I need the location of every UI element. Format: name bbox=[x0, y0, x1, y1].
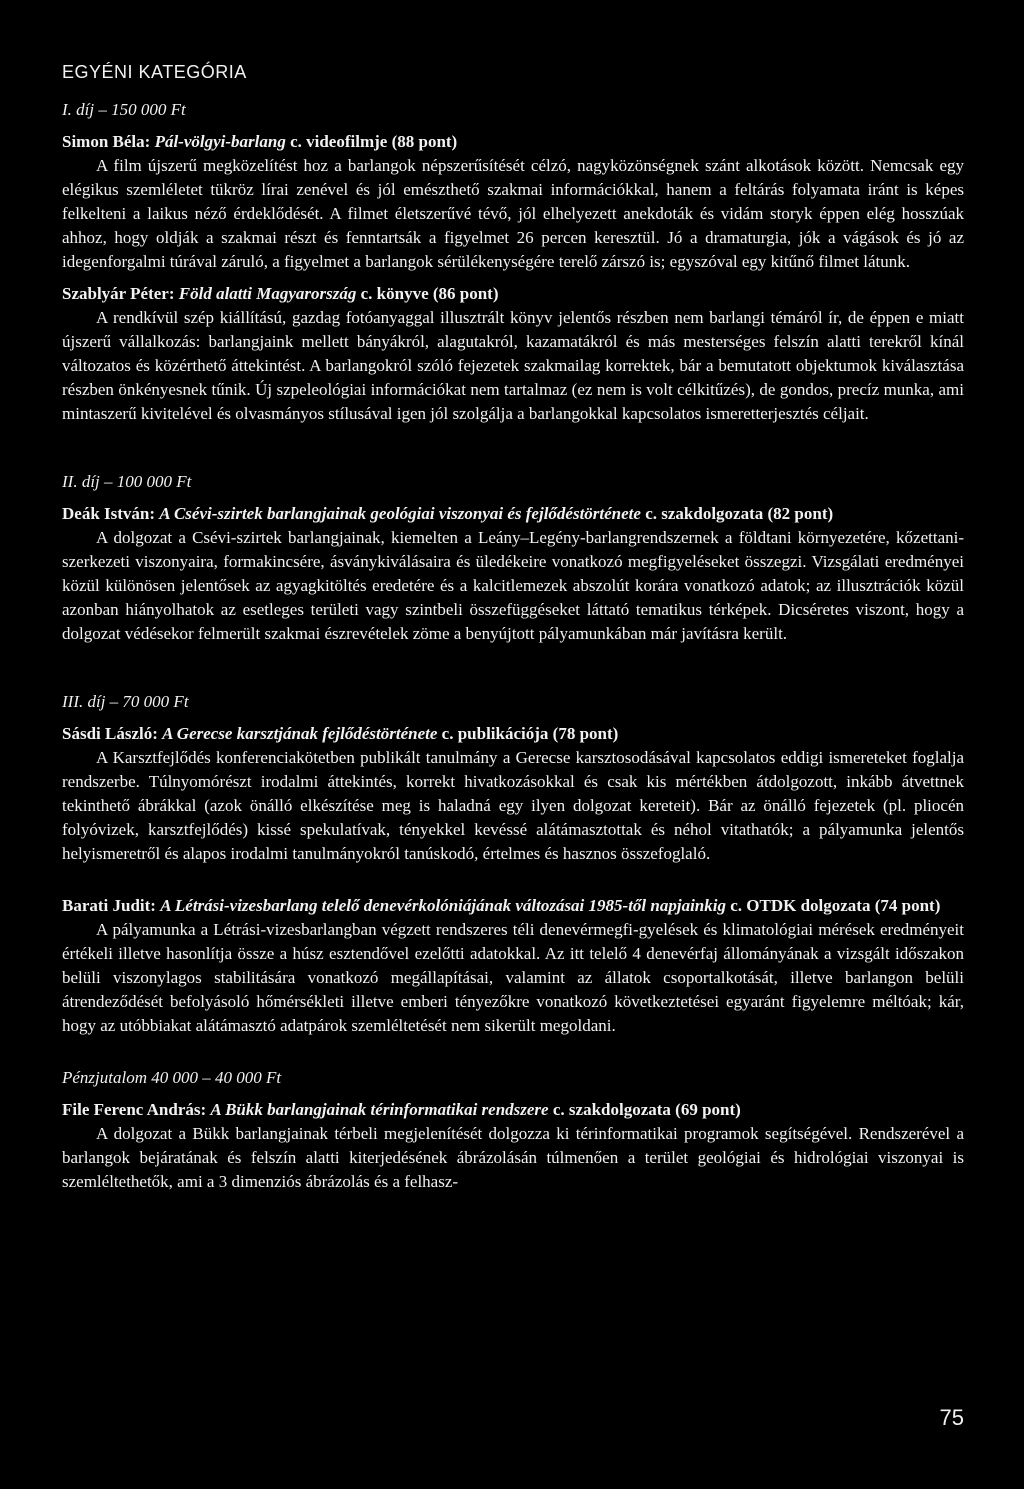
entry-author: Sásdi László: bbox=[62, 724, 163, 743]
entry-work-title: A Bükk barlangjainak térinformatikai rendszere bbox=[210, 1100, 549, 1119]
entry-work-title: A Létrási-vizesbarlang telelő denevérkolóniájának változásai 1985-től napjainkig bbox=[160, 896, 726, 915]
entry-title bbox=[62, 130, 964, 154]
entry-title bbox=[62, 502, 964, 526]
entry-suffix: c. videofilmje (88 pont) bbox=[285, 132, 458, 151]
entry-work-title: A Csévi-szirtek barlangjainak geológiai viszonyai és fejlődéstörténete bbox=[159, 504, 641, 523]
entry-work-title: Föld alatti Magyarország bbox=[178, 284, 357, 303]
prize-heading-third: III. díj – 70 000 Ft bbox=[62, 692, 189, 711]
entry-suffix: c. szakdolgozata (82 pont) bbox=[640, 504, 834, 523]
entry-description: A dolgozat a Bükk barlangjainak térbeli megjelenítését dolgozza ki térinformatikai programok segítségével. Rendszerével a barlangok bejáratának és felszín alatti kiterjedésének ábrázolásán túlmenően a terület geológiai és hidrológiai viszonyai is szemléltethetők, ami a 3 dimenziós ábrázolás és a felhasz- bbox=[62, 1124, 964, 1191]
entry-description: A pályamunka a Létrási-vizesbarlangban végzett rendszeres téli denevérmegfi-gyelések és klimatológiai mérések eredményeit értékeli illetve hasonlítja össze a húsz esztendővel ezelőtti adatokkal. Az itt telelő 4 denevérfaj állományának a vizsgált időszakon belüli viszonylagos stabilitására vonatkozó megállapításai, valamint az állatok csoportalkotását, illetve barlangon belüli átrendeződését befolyásoló hőmérsékleti illetve emberi tényezőkre vonatkozó következtetései egyaránt figyelemre méltóak; kár, hogy az utóbbiakat alátámasztó adatpárok szemléltetését nem sikerült megoldani. bbox=[62, 920, 964, 1035]
document-page bbox=[62, 60, 964, 1194]
prize-heading-second: II. díj – 100 000 Ft bbox=[62, 472, 192, 491]
entry-author: Deák István: bbox=[62, 504, 160, 523]
entry-title bbox=[62, 722, 964, 746]
entry-author: Szablyár Péter: bbox=[62, 284, 179, 303]
entry-title bbox=[62, 1098, 964, 1122]
entry-description: A rendkívül szép kiállítású, gazdag fotóanyaggal illusztrált könyv jelentős részben nem barlangi témáról ír, de éppen e miatt újszerű vállalkozás: barlangjaink mellett bányákról, alagutakról, kazamatákról és más mesterséges felszín alatti terekről kínál változatos és közérthető áttekintést. A barlangokról szóló fejezetek szakmailag korrektek, bár a bemutatott objektumok kiválasztása részben önkényesnek tűnik. Új szpeleológiai információkat nem tartalmaz (ez nem is volt célkitűzés), de gondos, precíz munka, ami mintaszerű kivitelével és olvasmányos stílusával igen jól szolgálja a barlangokkal kapcsolatos ismeretterjesztés céljait. bbox=[62, 308, 964, 423]
entry-title bbox=[62, 282, 964, 306]
entry-author: Barati Judit: bbox=[62, 896, 161, 915]
entry-work-title: Pál-völgyi-barlang bbox=[154, 132, 286, 151]
entry-suffix: c. publikációja (78 pont) bbox=[437, 724, 619, 743]
page-number: 75 bbox=[939, 1405, 964, 1430]
category-heading: EGYÉNI KATEGÓRIA bbox=[62, 62, 247, 82]
entry-description: A Karsztfejlődés konferenciakötetben publikált tanulmány a Gerecse karsztosodásával kapcsolatos eddigi ismereteket foglalja rendszerbe. Túlnyomórészt irodalmi áttekintés, korrekt hivatkozásokkal és csak kis mértékben átdolgozott, inkább átvettnek tekinthető ábrákkal (azok önálló elkészítése meg is haladná egy ilyen dolgozat kereteit). Bár az önálló fejezetek (pl. pliocén folyóvizek, karsztfejlődés) kissé spekulatívak, tényekkel kevéssé alátámasztottak és néhol vitathatók; a pályamunka jelentős helyismeretről és alapos irodalmi tanulmányokról tanúskodó, értelmes és hasznos összefoglaló. bbox=[62, 748, 964, 863]
entry-description: A dolgozat a Csévi-szirtek barlangjainak, kiemelten a Leány–Legény-barlangrendszernek a földtani környezetére, kőzettani-szerkezeti viszonyaira, formakincsére, ásványkiválásaira és üledékeire vonatkozó megfigyeléseket összegzi. Vizsgálati eredményei közül különösen jelentősek az agyagkitöltés eredetére és a kalcitlemezek abszolút korára vonatkozó adatok; az illusztrációk közül azonban hiányolhatok az esetleges területi vagy szintbeli összefüggéseket láttató tematikus térképek. Dicséretes viszont, hogy a dolgozat védésekor felmerült szakmai észrevételek zöme a benyújtott pályamunkában már javításra került. bbox=[62, 528, 964, 643]
entry-author: Simon Béla: bbox=[62, 132, 155, 151]
entry-suffix: c. OTDK dolgozata (74 pont) bbox=[725, 896, 941, 915]
entry-suffix: c. könyve (86 pont) bbox=[356, 284, 499, 303]
prize-heading-first: I. díj – 150 000 Ft bbox=[62, 100, 186, 119]
entry-suffix: c. szakdolgozata (69 pont) bbox=[548, 1100, 741, 1119]
entry-author: File Ferenc András: bbox=[62, 1100, 211, 1119]
prize-heading-cash: Pénzjutalom 40 000 – 40 000 Ft bbox=[62, 1068, 282, 1087]
entry-description: A film újszerű megközelítést hoz a barlangok népszerűsítését célzó, nagyközönségnek szánt alkotások között. Nemcsak egy elégikus szemléletet tükröz lírai zenével és jól emészthető szakmai információkkal, hanem a feltárás folyamata iránt is képes felkelteni a laikus néző érdeklődését. A filmet életszerűvé tévő, jól elhelyezett anekdoták és vidám storyk éppen elég hosszúak ahhoz, hogy oldják a szakmai részt és fenntartsák a figyelmet 26 percen keresztül. Jó a dramaturgia, jók a vágások és jó az idegenforgalmi túrával záruló, a figyelmet a barlangok sérülékenységére terelő zárszó is; egyszóval egy kitűnő filmet látunk. bbox=[62, 156, 964, 271]
entry-title bbox=[62, 894, 964, 918]
entry-work-title: A Gerecse karsztjának fejlődéstörténete bbox=[162, 724, 438, 743]
